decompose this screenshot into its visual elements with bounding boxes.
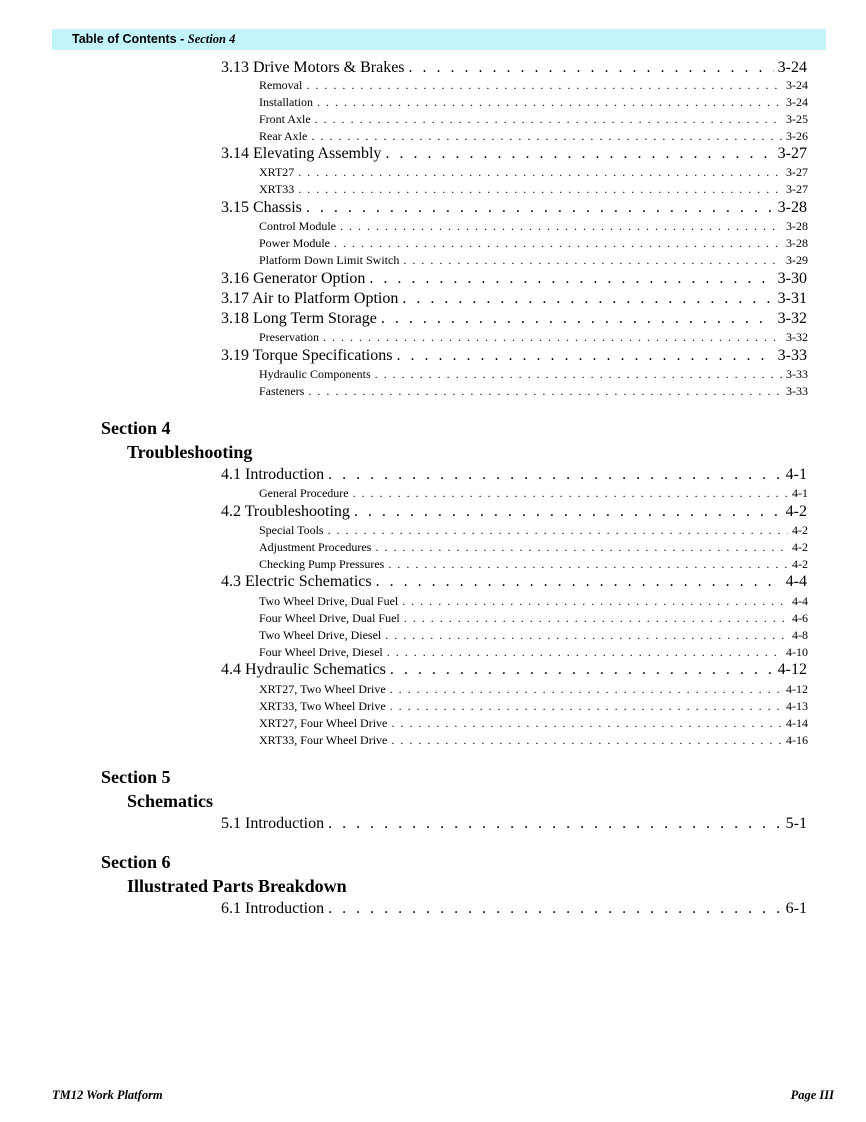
section-number: Section 4 bbox=[101, 418, 171, 438]
toc-entry-label: 5.1 Introduction bbox=[221, 815, 325, 832]
toc-subentry[interactable] bbox=[259, 523, 808, 537]
toc-subentry[interactable] bbox=[259, 78, 808, 92]
toc-entry-label: XRT27 bbox=[259, 165, 295, 179]
toc-subentry[interactable] bbox=[259, 557, 808, 571]
header-subtitle: Section 4 bbox=[187, 32, 236, 46]
toc-leader-dots bbox=[323, 330, 782, 344]
toc-entry[interactable] bbox=[221, 815, 807, 833]
toc-entry-page: 6-1 bbox=[785, 900, 807, 917]
toc-subentry[interactable] bbox=[259, 611, 808, 625]
toc-entry-page: 3-30 bbox=[777, 270, 807, 287]
toc-leader-dots bbox=[317, 95, 782, 109]
toc-leader-dots bbox=[340, 219, 782, 233]
toc-subentry[interactable] bbox=[259, 182, 808, 196]
toc-entry-label: Hydraulic Components bbox=[259, 367, 371, 381]
toc-entry-page: 4-12 bbox=[777, 661, 807, 678]
toc-entry-page: 3-27 bbox=[777, 145, 807, 162]
toc-entry-label: Four Wheel Drive, Diesel bbox=[259, 645, 383, 659]
toc-leader-dots bbox=[311, 129, 782, 143]
toc-entry-page: 4-2 bbox=[792, 540, 808, 554]
toc-leader-dots bbox=[308, 384, 782, 398]
toc-subentry[interactable] bbox=[259, 682, 808, 696]
toc-entry[interactable] bbox=[221, 347, 807, 365]
toc-leader-dots bbox=[376, 573, 782, 591]
toc-entry-label: Front Axle bbox=[259, 112, 311, 126]
toc-entry-page: 3-26 bbox=[786, 129, 808, 143]
toc-entry-label: XRT33, Two Wheel Drive bbox=[259, 699, 386, 713]
toc-subentry[interactable] bbox=[259, 384, 808, 398]
toc-leader-dots bbox=[390, 661, 774, 679]
toc-leader-dots bbox=[328, 815, 782, 833]
toc-entry-label: 3.14 Elevating Assembly bbox=[221, 145, 382, 162]
toc-entry[interactable] bbox=[221, 466, 807, 484]
toc-entry-page: 4-2 bbox=[792, 523, 808, 537]
toc-entry-page: 4-8 bbox=[792, 628, 808, 642]
header-bar bbox=[52, 29, 826, 50]
header-title: Table of Contents - bbox=[72, 32, 188, 46]
toc-subentry[interactable] bbox=[259, 367, 808, 381]
toc-entry-label: 3.19 Torque Specifications bbox=[221, 347, 393, 364]
toc-leader-dots bbox=[306, 199, 774, 217]
toc-entry-page: 3-27 bbox=[786, 182, 808, 196]
toc-entry-label: XRT27, Four Wheel Drive bbox=[259, 716, 388, 730]
toc-entry-page: 3-28 bbox=[786, 236, 808, 250]
toc-subentry[interactable] bbox=[259, 236, 808, 250]
toc-entry-page: 3-33 bbox=[786, 367, 808, 381]
toc-entry-page: 3-25 bbox=[786, 112, 808, 126]
section-number: Section 5 bbox=[101, 767, 171, 787]
toc-leader-dots bbox=[353, 486, 788, 500]
toc-entry[interactable] bbox=[221, 290, 807, 308]
toc-leader-dots bbox=[385, 628, 788, 642]
toc-entry-page: 4-10 bbox=[786, 645, 808, 659]
toc-leader-dots bbox=[328, 523, 788, 537]
toc-subentry[interactable] bbox=[259, 628, 808, 642]
toc-entry-label: Two Wheel Drive, Dual Fuel bbox=[259, 594, 399, 608]
toc-entry-page: 3-29 bbox=[786, 253, 808, 267]
toc-leader-dots bbox=[328, 466, 782, 484]
toc-subentry[interactable] bbox=[259, 165, 808, 179]
toc-entry-page: 3-33 bbox=[777, 347, 807, 364]
toc-leader-dots bbox=[328, 900, 782, 918]
toc-entry-page: 4-16 bbox=[786, 733, 808, 747]
toc-entry-label: General Procedure bbox=[259, 486, 349, 500]
toc-entry-label: 3.17 Air to Platform Option bbox=[221, 290, 399, 307]
toc-leader-dots bbox=[334, 236, 782, 250]
toc-subentry[interactable] bbox=[259, 733, 808, 747]
toc-subentry[interactable] bbox=[259, 253, 808, 267]
toc-entry-page: 4-1 bbox=[792, 486, 808, 500]
toc-entry-label: Power Module bbox=[259, 236, 330, 250]
toc-leader-dots bbox=[402, 290, 773, 308]
toc-leader-dots bbox=[375, 540, 788, 554]
toc-entry[interactable] bbox=[221, 503, 807, 521]
toc-entry-page: 3-24 bbox=[786, 95, 808, 109]
header-title-group bbox=[72, 29, 235, 50]
toc-entry[interactable] bbox=[221, 270, 807, 288]
toc-entry-page: 3-27 bbox=[786, 165, 808, 179]
toc-subentry[interactable] bbox=[259, 129, 808, 143]
toc-leader-dots bbox=[298, 182, 782, 196]
toc-entry-label: XRT27, Two Wheel Drive bbox=[259, 682, 386, 696]
toc-entry[interactable] bbox=[221, 661, 807, 679]
toc-entry-label: Fasteners bbox=[259, 384, 305, 398]
toc-entry[interactable] bbox=[221, 59, 807, 77]
toc-leader-dots bbox=[390, 682, 782, 696]
toc-leader-dots bbox=[403, 253, 782, 267]
toc-leader-dots bbox=[409, 59, 774, 77]
toc-entry-label: Removal bbox=[259, 78, 303, 92]
toc-entry-page: 3-28 bbox=[777, 199, 807, 216]
toc-entry-page: 4-13 bbox=[786, 699, 808, 713]
toc-leader-dots bbox=[385, 145, 773, 163]
section-title: Schematics bbox=[127, 791, 213, 811]
toc-entry-page: 4-4 bbox=[785, 573, 807, 590]
toc-entry-page: 4-4 bbox=[792, 594, 808, 608]
toc-subentry[interactable] bbox=[259, 486, 808, 500]
toc-entry-label: 4.3 Electric Schematics bbox=[221, 573, 372, 590]
toc-entry-label: Installation bbox=[259, 95, 313, 109]
toc-entry-page: 4-1 bbox=[785, 466, 807, 483]
toc-leader-dots bbox=[390, 699, 782, 713]
toc-leader-dots bbox=[402, 594, 788, 608]
toc-entry-page: 4-6 bbox=[792, 611, 808, 625]
toc-subentry[interactable] bbox=[259, 540, 808, 554]
section-number: Section 6 bbox=[101, 852, 171, 872]
toc-leader-dots bbox=[388, 557, 788, 571]
toc-entry-label: 4.4 Hydraulic Schematics bbox=[221, 661, 386, 678]
toc-entry-label: 4.1 Introduction bbox=[221, 466, 325, 483]
toc-entry-page: 3-28 bbox=[786, 219, 808, 233]
toc-subentry[interactable] bbox=[259, 95, 808, 109]
toc-entry-page: 3-24 bbox=[777, 59, 807, 76]
toc-entry-page: 3-32 bbox=[777, 310, 807, 327]
section-title: Troubleshooting bbox=[127, 442, 253, 462]
toc-entry-label: 3.18 Long Term Storage bbox=[221, 310, 377, 327]
toc-entry-label: Control Module bbox=[259, 219, 336, 233]
toc-entry-label: 3.13 Drive Motors & Brakes bbox=[221, 59, 405, 76]
toc-subentry[interactable] bbox=[259, 112, 808, 126]
toc-subentry[interactable] bbox=[259, 219, 808, 233]
toc-entry-label: Preservation bbox=[259, 330, 319, 344]
toc-entry-page: 3-32 bbox=[786, 330, 808, 344]
toc-leader-dots bbox=[396, 347, 773, 365]
toc-subentry[interactable] bbox=[259, 330, 808, 344]
toc-entry-label: Two Wheel Drive, Diesel bbox=[259, 628, 382, 642]
toc-subentry[interactable] bbox=[259, 594, 808, 608]
toc-entry-label: 3.15 Chassis bbox=[221, 199, 302, 216]
toc-entry-label: 4.2 Troubleshooting bbox=[221, 503, 350, 520]
toc-entry-page: 4-2 bbox=[785, 503, 807, 520]
toc-entry-label: XRT33, Four Wheel Drive bbox=[259, 733, 388, 747]
toc-entry-page: 3-24 bbox=[786, 78, 808, 92]
toc-entry-label: XRT33 bbox=[259, 182, 295, 196]
toc-leader-dots bbox=[404, 611, 788, 625]
toc-entry[interactable] bbox=[221, 145, 807, 163]
toc-leader-dots bbox=[381, 310, 774, 328]
toc-entry-label: Adjustment Procedures bbox=[259, 540, 372, 554]
toc-entry[interactable] bbox=[221, 900, 807, 918]
toc-subentry[interactable] bbox=[259, 699, 808, 713]
section-title: Illustrated Parts Breakdown bbox=[127, 876, 347, 896]
toc-leader-dots bbox=[315, 112, 782, 126]
toc-entry-label: Special Tools bbox=[259, 523, 324, 537]
toc-entry-page: 4-12 bbox=[786, 682, 808, 696]
toc-entry-page: 3-33 bbox=[786, 384, 808, 398]
toc-leader-dots bbox=[375, 367, 782, 381]
toc-entry[interactable] bbox=[221, 573, 807, 591]
toc-entry-label: Four Wheel Drive, Dual Fuel bbox=[259, 611, 400, 625]
toc-leader-dots bbox=[369, 270, 773, 288]
toc-entry-page: 4-14 bbox=[786, 716, 808, 730]
toc-entry[interactable] bbox=[221, 310, 807, 328]
toc-entry-label: 6.1 Introduction bbox=[221, 900, 325, 917]
toc-leader-dots bbox=[391, 733, 782, 747]
toc-entry-page: 4-2 bbox=[792, 557, 808, 571]
toc-leader-dots bbox=[391, 716, 782, 730]
toc-entry-label: 3.16 Generator Option bbox=[221, 270, 366, 287]
toc-leader-dots bbox=[387, 645, 782, 659]
toc-entry-page: 3-31 bbox=[777, 290, 807, 307]
toc-entry-label: Platform Down Limit Switch bbox=[259, 253, 400, 267]
footer-document-title: TM12 Work Platform bbox=[52, 1088, 163, 1102]
toc-leader-dots bbox=[306, 78, 782, 92]
footer-page-number: Page III bbox=[790, 1088, 834, 1102]
toc-leader-dots bbox=[298, 165, 782, 179]
toc-subentry[interactable] bbox=[259, 645, 808, 659]
toc-subentry[interactable] bbox=[259, 716, 808, 730]
toc-entry[interactable] bbox=[221, 199, 807, 217]
toc-entry-page: 5-1 bbox=[785, 815, 807, 832]
toc-entry-label: Rear Axle bbox=[259, 129, 308, 143]
toc-entry-label: Checking Pump Pressures bbox=[259, 557, 385, 571]
toc-leader-dots bbox=[354, 503, 782, 521]
